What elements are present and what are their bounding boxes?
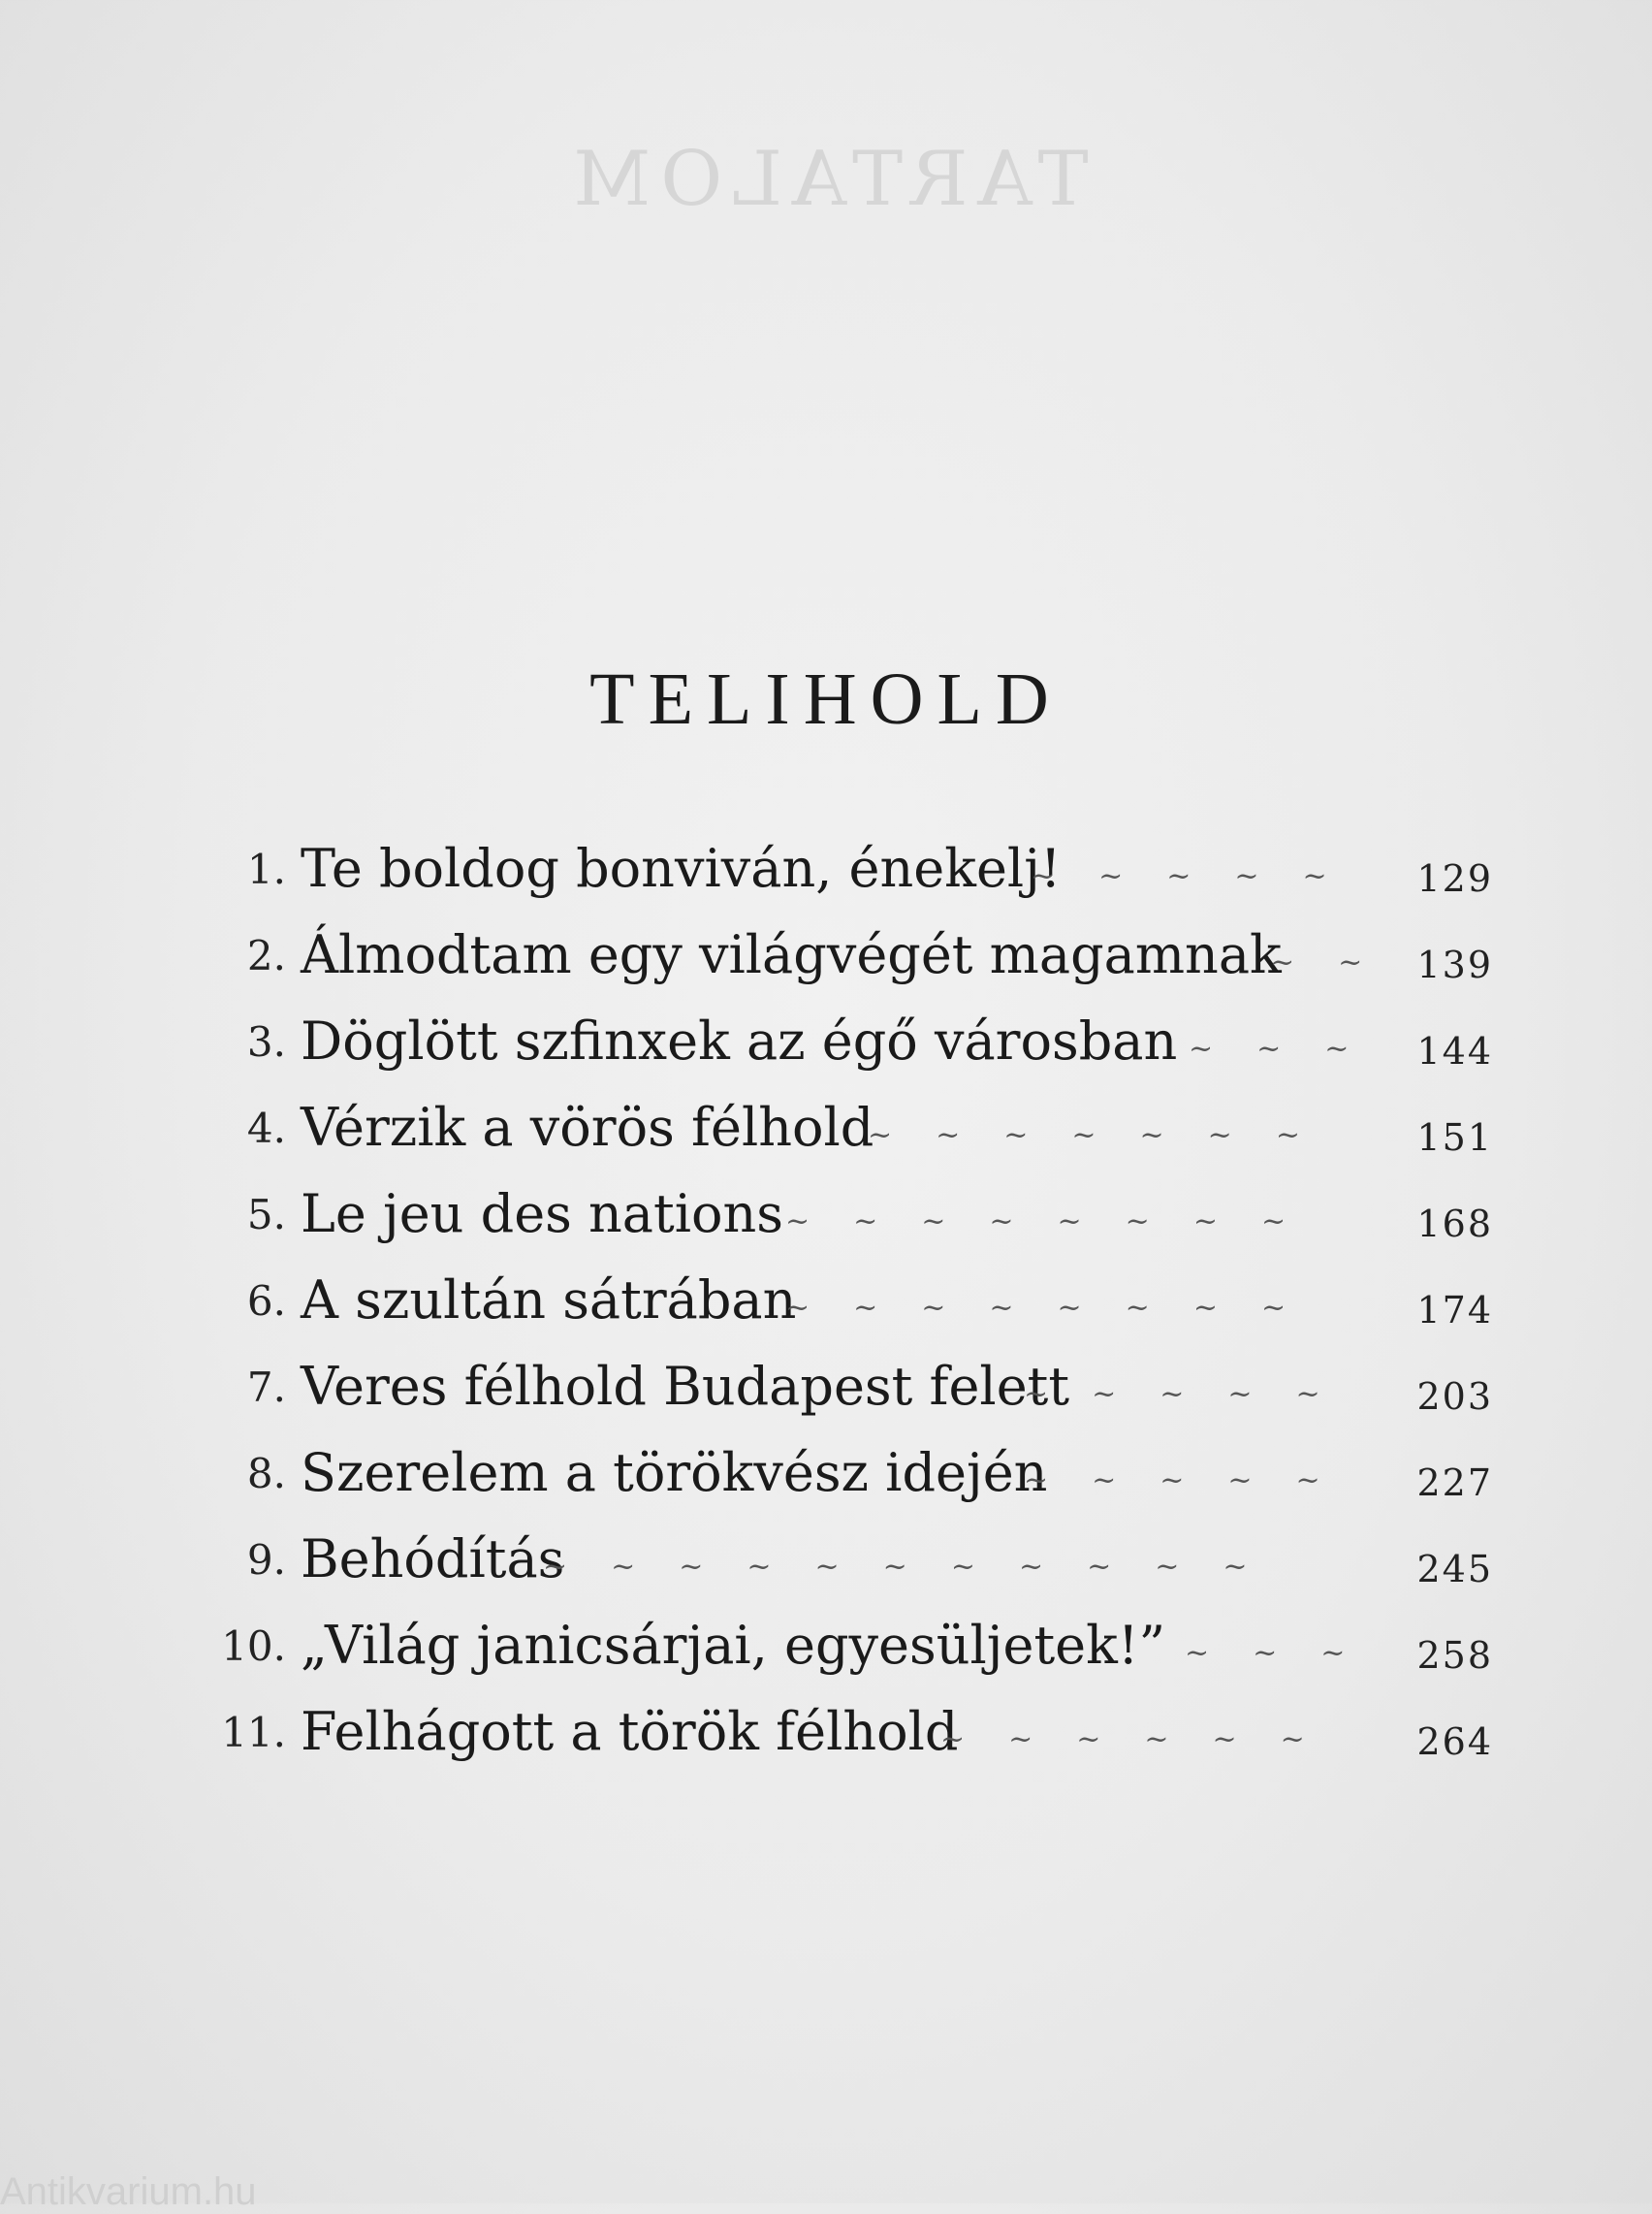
toc-entry xyxy=(97,1354,1493,1440)
toc-entry-title: Te boldog bonviván, énekelj! xyxy=(301,838,1062,899)
toc-entry-title: A szultán sátrában xyxy=(301,1269,797,1331)
toc-entry-leader: ~ ~ ~ ~ ~ ~ ~ ~ xyxy=(785,1291,1287,1325)
toc-entry-leader: ~ ~ ~ ~ ~ ~ ~ ~ ~ ~ ~ xyxy=(543,1550,1248,1584)
toc-entry-leader: ~ ~ ~ ~ ~ xyxy=(1024,1377,1320,1411)
toc-entry xyxy=(97,1699,1493,1785)
toc-entry-title: Behódítás xyxy=(301,1528,565,1589)
toc-entry-page-number: 129 xyxy=(1416,857,1493,900)
toc-entry-page-number: 151 xyxy=(1416,1116,1493,1159)
toc-entry-title: Vérzik a vörös félhold xyxy=(301,1097,874,1158)
toc-entry xyxy=(97,836,1493,922)
watermark: Antikvarium.hu xyxy=(0,2170,257,2213)
toc-entry-number: 3. xyxy=(246,1018,286,1066)
toc-entry-title: „Világ janicsárjai, egyesüljetek!” xyxy=(301,1615,1166,1676)
toc-entry xyxy=(97,1095,1493,1181)
toc-entry-title: Döglött szfinxek az égő városban xyxy=(301,1011,1178,1072)
toc-entry-page-number: 227 xyxy=(1416,1461,1493,1504)
toc-entry-title: Szerelem a törökvész idején xyxy=(301,1442,1048,1503)
toc-entry-number: 10. xyxy=(221,1622,286,1670)
toc-entry xyxy=(97,1613,1493,1699)
toc-entry-page-number: 168 xyxy=(1416,1203,1493,1245)
toc-entry-leader: ~ ~ xyxy=(1270,946,1363,979)
toc-entry-title: Le jeu des nations xyxy=(301,1183,783,1244)
toc-entry xyxy=(97,1009,1493,1095)
table-of-contents xyxy=(97,836,1493,1785)
toc-entry-page-number: 203 xyxy=(1416,1375,1493,1418)
toc-entry xyxy=(97,922,1493,1009)
toc-entry-page-number: 139 xyxy=(1416,944,1493,986)
toc-entry xyxy=(97,1181,1493,1267)
toc-entry-number: 11. xyxy=(221,1709,286,1756)
toc-entry-number: 8. xyxy=(246,1450,286,1497)
toc-entry-leader: ~ ~ ~ xyxy=(1189,1032,1350,1066)
toc-entry-number: 9. xyxy=(246,1536,286,1584)
toc-entry-number: 4. xyxy=(246,1105,286,1152)
toc-entry-number: 7. xyxy=(246,1364,286,1411)
toc-entry-number: 2. xyxy=(246,932,286,979)
toc-entry xyxy=(97,1267,1493,1354)
toc-entry-page-number: 264 xyxy=(1416,1720,1493,1763)
toc-entry-page-number: 245 xyxy=(1416,1548,1493,1590)
toc-entry-leader: ~ ~ ~ xyxy=(1185,1636,1346,1670)
show-through-heading: TARTALOM xyxy=(563,136,1089,223)
toc-entry-leader: ~ ~ ~ ~ ~ xyxy=(1024,1463,1320,1497)
toc-entry-page-number: 174 xyxy=(1416,1289,1493,1332)
toc-entry-number: 6. xyxy=(246,1277,286,1325)
toc-entry-leader: ~ ~ ~ ~ ~ ~ xyxy=(940,1722,1305,1756)
toc-entry xyxy=(97,1526,1493,1613)
toc-entry-page-number: 144 xyxy=(1416,1030,1493,1073)
toc-entry xyxy=(97,1440,1493,1526)
toc-entry-title: Felhágott a török félhold xyxy=(301,1701,959,1762)
toc-entry-leader: ~ ~ ~ ~ ~ ~ ~ xyxy=(868,1118,1300,1152)
section-title: TELIHOLD xyxy=(589,658,1063,740)
toc-entry-number: 1. xyxy=(246,846,286,893)
toc-entry-number: 5. xyxy=(246,1191,286,1238)
toc-entry-page-number: 258 xyxy=(1416,1634,1493,1677)
toc-entry-title: Veres félhold Budapest felett xyxy=(301,1356,1070,1417)
toc-entry-title: Álmodtam egy világvégét magamnak xyxy=(301,924,1282,985)
toc-entry-leader: ~ ~ ~ ~ ~ xyxy=(1031,859,1327,893)
toc-entry-leader: ~ ~ ~ ~ ~ ~ ~ ~ xyxy=(785,1204,1287,1238)
